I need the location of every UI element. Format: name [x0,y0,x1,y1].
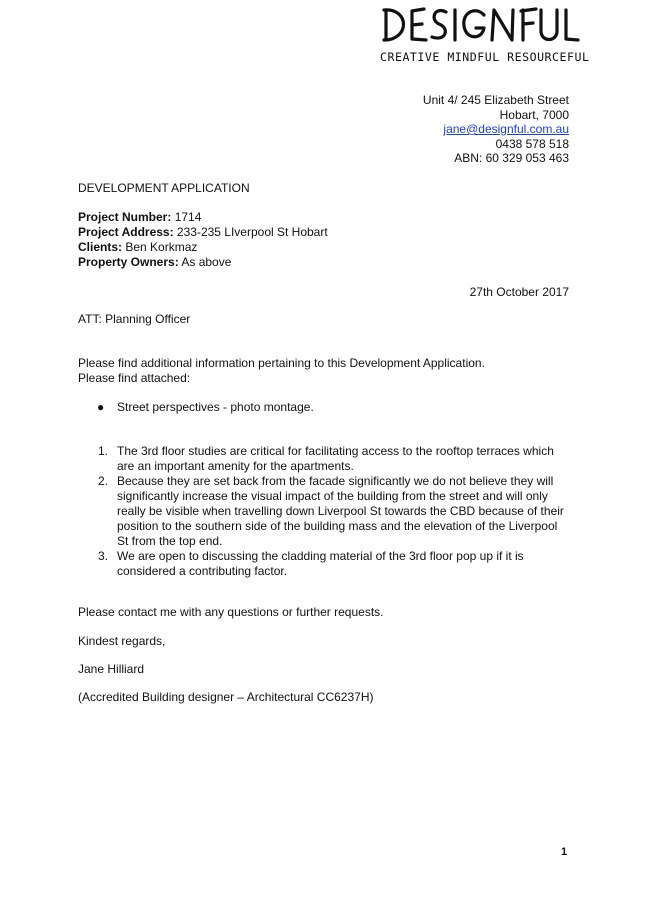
attention-line: ATT: Planning Officer [78,312,191,326]
address-line-1: Unit 4/ 245 Elizabeth Street [422,93,569,107]
project-number-row [78,210,328,225]
signatory-name: Jane Hilliard [78,662,145,676]
owners-value: As above [178,255,232,269]
project-number-value: 1714 [171,210,202,224]
project-details [78,210,328,270]
list-item [78,549,598,579]
item-line: Because they are set back from the facade significantly we do not believe they will [117,474,554,488]
item-line: We are open to discussing the cladding material of the 3rd floor pop up if it is [117,549,524,563]
points-list [78,444,598,579]
abn: ABN: 60 329 053 463 [454,151,569,165]
email-link[interactable]: jane@designful.com.au [443,122,569,136]
item-line: are an important amenity for the apartments. [117,459,354,473]
company-tagline: CREATIVE MINDFUL RESOURCEFUL [380,50,590,64]
item-line: really be visible when travelling down Liverpool St towards the CBD because of their [117,504,564,518]
bullet-dot-icon: ● [97,400,105,414]
clients-row [78,240,328,255]
company-logo [372,6,590,64]
attachments-list [78,400,314,415]
project-address-label: Project Address: [78,225,174,239]
regards-line: Kindest regards, [78,634,166,648]
list-item [78,400,314,415]
intro-line-2: Please find attached: [78,371,191,385]
address-line-2: Hobart, 7000 [499,107,569,122]
designful-logo-mark [380,6,580,44]
item-number: 3. [98,549,109,563]
item-number: 2. [98,474,109,488]
item-line: The 3rd floor studies are critical for facilitating access to the rooftop terraces which [117,444,554,458]
item-line: significantly increase the visual impact of the building from the street and will only [117,489,548,503]
intro-paragraph [78,356,485,386]
project-address-value: 233-235 LIverpool St Hobart [173,225,328,239]
item-line: considered a contributing factor. [117,564,288,578]
owners-row [78,255,328,270]
clients-label: Clients: [78,240,123,254]
letter-date: 27th October 2017 [469,285,569,299]
intro-line-1: Please find additional information pertaining to this Development Application. [78,356,485,370]
clients-value: Ben Korkmaz [122,240,198,254]
page-number: 1 [561,846,568,858]
list-item [78,474,598,549]
item-number: 1. [98,444,109,458]
phone-number: 0438 578 518 [495,136,569,151]
signatory-title: (Accredited Building designer – Architectural CC6237H) [78,690,374,704]
bullet-text: Street perspectives - photo montage. [117,400,314,414]
project-address-row [78,225,328,240]
item-line: St from the top end. [117,534,223,548]
item-line: position to the southern side of the building mass and the elevation of the Liverpool [117,519,558,533]
owners-label: Property Owners: [78,255,179,269]
project-number-label: Project Number: [78,210,172,224]
document-heading: DEVELOPMENT APPLICATION [78,181,250,195]
contact-line: Please contact me with any questions or further requests. [78,605,384,619]
sender-address [423,93,569,166]
list-item [78,444,598,474]
